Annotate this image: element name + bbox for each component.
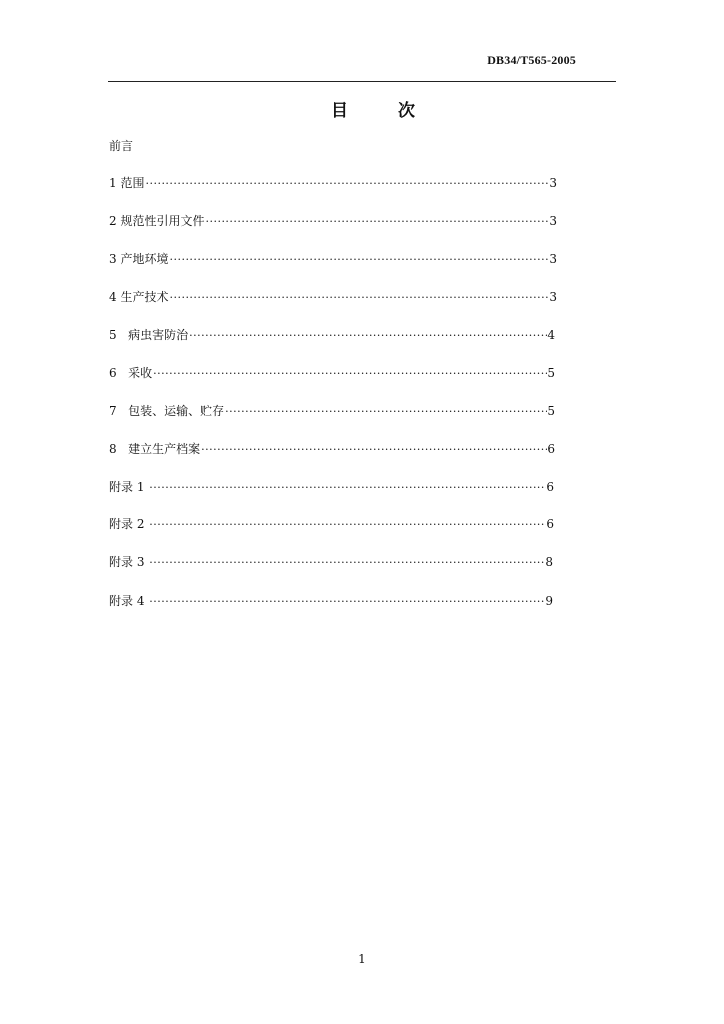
preface-label: 前言 [109, 139, 134, 153]
toc-entry[interactable] [109, 212, 557, 228]
toc-entry-label: 2 规范性引用文件 [109, 214, 205, 228]
toc-leader-dots [224, 405, 547, 418]
page-number: 1 [358, 952, 366, 966]
toc-leader-dots [148, 518, 546, 531]
toc-entry-label: 5 病虫害防治 [109, 328, 189, 342]
toc-leader-dots [144, 177, 549, 190]
toc-leader-dots [148, 556, 545, 569]
toc-entry-label: 6 采收 [109, 366, 153, 380]
toc-entry[interactable] [109, 402, 555, 418]
toc-entry-page: 4 [547, 328, 555, 342]
toc-leader-dots [200, 443, 547, 456]
toc-entry-page: 3 [549, 252, 557, 266]
toc-entry[interactable] [109, 250, 557, 266]
toc-entry-label: 附录 1 [109, 480, 149, 494]
page-title: 目 次 [331, 101, 437, 121]
toc-leader-dots [148, 595, 545, 608]
toc-entry[interactable] [109, 364, 555, 380]
toc-entry-page: 9 [545, 594, 553, 608]
toc-entry[interactable] [109, 440, 555, 456]
toc-entry[interactable] [109, 174, 557, 190]
toc-entry-label: 附录 2 [109, 517, 149, 531]
toc-entry[interactable] [109, 326, 555, 342]
toc-leader-dots [152, 367, 547, 380]
toc-entry-label: 8 建立生产档案 [109, 442, 201, 456]
toc-entry-page: 5 [547, 404, 555, 418]
toc-entry-label: 附录 4 [109, 594, 149, 608]
toc-leader-dots [204, 215, 549, 228]
toc-entry-page: 3 [549, 176, 557, 190]
toc-leader-dots [188, 329, 547, 342]
toc-leader-dots [168, 291, 549, 304]
document-code: DB34/T565-2005 [487, 53, 576, 67]
toc-entry[interactable] [109, 515, 554, 531]
toc-entry[interactable] [109, 288, 557, 304]
toc-entry-label: 3 产地环境 [109, 252, 169, 266]
toc-entry-label: 4 生产技术 [109, 290, 169, 304]
toc-entry[interactable] [109, 478, 554, 494]
toc-entry-page: 3 [549, 290, 557, 304]
toc-entry-label: 7 包装、运输、贮存 [109, 404, 225, 418]
toc-entry-page: 8 [545, 555, 553, 569]
toc-leader-dots [148, 481, 546, 494]
header-rule [108, 81, 616, 82]
toc-entry-page: 6 [546, 517, 554, 531]
toc-entry-page: 5 [547, 366, 555, 380]
toc-entry[interactable] [109, 592, 553, 608]
toc-entry-page: 6 [547, 442, 555, 456]
toc-entry[interactable] [109, 553, 553, 569]
toc-entry-page: 6 [546, 480, 554, 494]
toc-entry-page: 3 [549, 214, 557, 228]
toc-entry-label: 1 范围 [109, 176, 145, 190]
toc-leader-dots [168, 253, 549, 266]
toc-entry-label: 附录 3 [109, 555, 149, 569]
